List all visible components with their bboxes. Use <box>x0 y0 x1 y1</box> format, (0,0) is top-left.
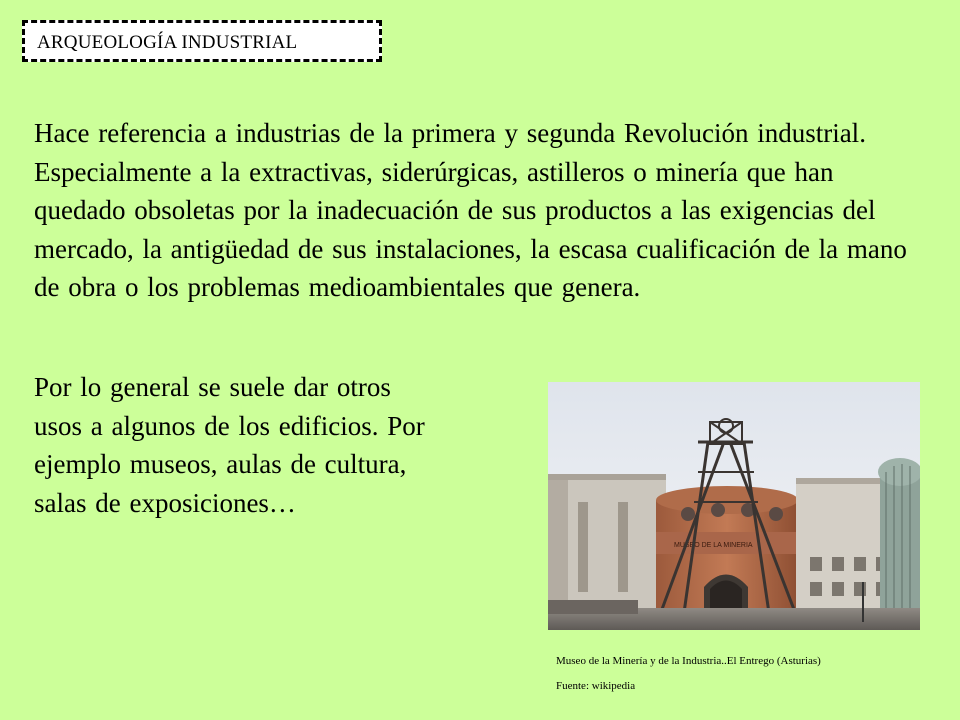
intro-paragraph: Hace referencia a industrias de la primera y segunda Revolución industrial. Especialmente a la extractivas, siderúrgicas, astilleros o minería que han quedado obsoletas por la inadecuación de sus productos a las exigencias del mercado, la antigüedad de sus instalaciones, la escasa cualificación de la mano de obra o los problemas medioambientales que genera. <box>34 118 907 303</box>
photo-caption: Museo de la Minería y de la Industria..El Entrego (Asturias) <box>556 655 821 667</box>
svg-text:MUSEO DE LA MINERIA: MUSEO DE LA MINERIA <box>674 542 753 549</box>
uses-paragraph: Por lo general se suele dar otros usos a algunos de los edificios. Por ejemplo museos, aulas de cultura, salas de exposiciones… <box>34 372 425 518</box>
slide-title-box <box>22 20 382 62</box>
museum-photo <box>548 382 920 630</box>
photo-source: Fuente: wikipedia <box>556 680 636 692</box>
slide-title: ARQUEOLOGÍA INDUSTRIAL <box>37 32 298 53</box>
